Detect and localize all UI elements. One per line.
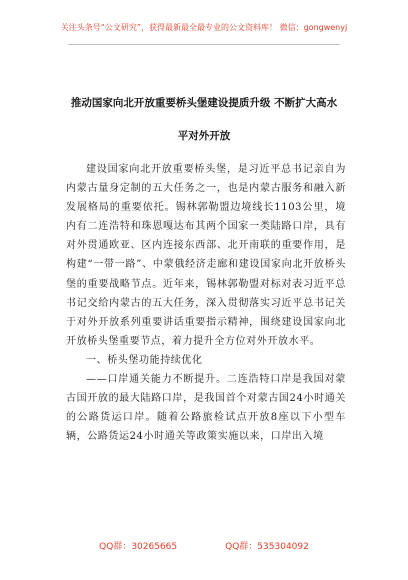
body-paragraph-1: 建设国家向北开放重要桥头堡，是习近平总书记亲自为内蒙古量身定制的五大任务之一，也是内蒙古服务和融入新发展格局的重要依托。锡林郭勒盟边境线长1103公里，境内有二连浩特和珠恩嘎达布其两个国家一类陆路口岸，具有对外贯通欧亚、区内连接东西部、北开南联的重要作用，是构建“一带一路”、中蒙俄经济走廊和建设国家向北开放桥头堡的重要战略节点。近年来，锡林郭勒盟对标对表习近平总书记交给内蒙古的五大任务，深入贯彻落实习近平总书记关于对外开放系列重要讲话重要指示精神，围绕建设国家向北开放桥头堡重要节点，着力提升全方位对外开放水平。 [66,164,346,347]
footer-qq-group-2: QQ群：535304092 [225,542,309,552]
document-body [66,160,346,446]
document-title-line-2: 平对外开放 [177,130,231,142]
header-divider [68,44,340,45]
section-heading-1: 一、桥头堡功能持续优化 [86,354,203,366]
footer-contacts [0,539,408,552]
header-notice: 关注头条号“公文研究”，获得最新最全最专业的公文资料库！ 微信：gongwenyj [60,23,348,32]
body-paragraph-2: ——口岸通关能力不断提升。二连浩特口岸是我国对蒙古国开放的最大陆路口岸，是我国首个对蒙古国24小时通关的公路货运口岸。随着公路旅检试点开放8座以下小型车辆，公路货运24小时通关等政策实施以来，口岸出入境 [66,374,346,443]
document-title-line-1: 推动国家向北开放重要桥头堡建设提质升级 不断扩大高水 [70,97,338,109]
footer-qq-group-1: QQ群：30265665 [99,542,178,552]
